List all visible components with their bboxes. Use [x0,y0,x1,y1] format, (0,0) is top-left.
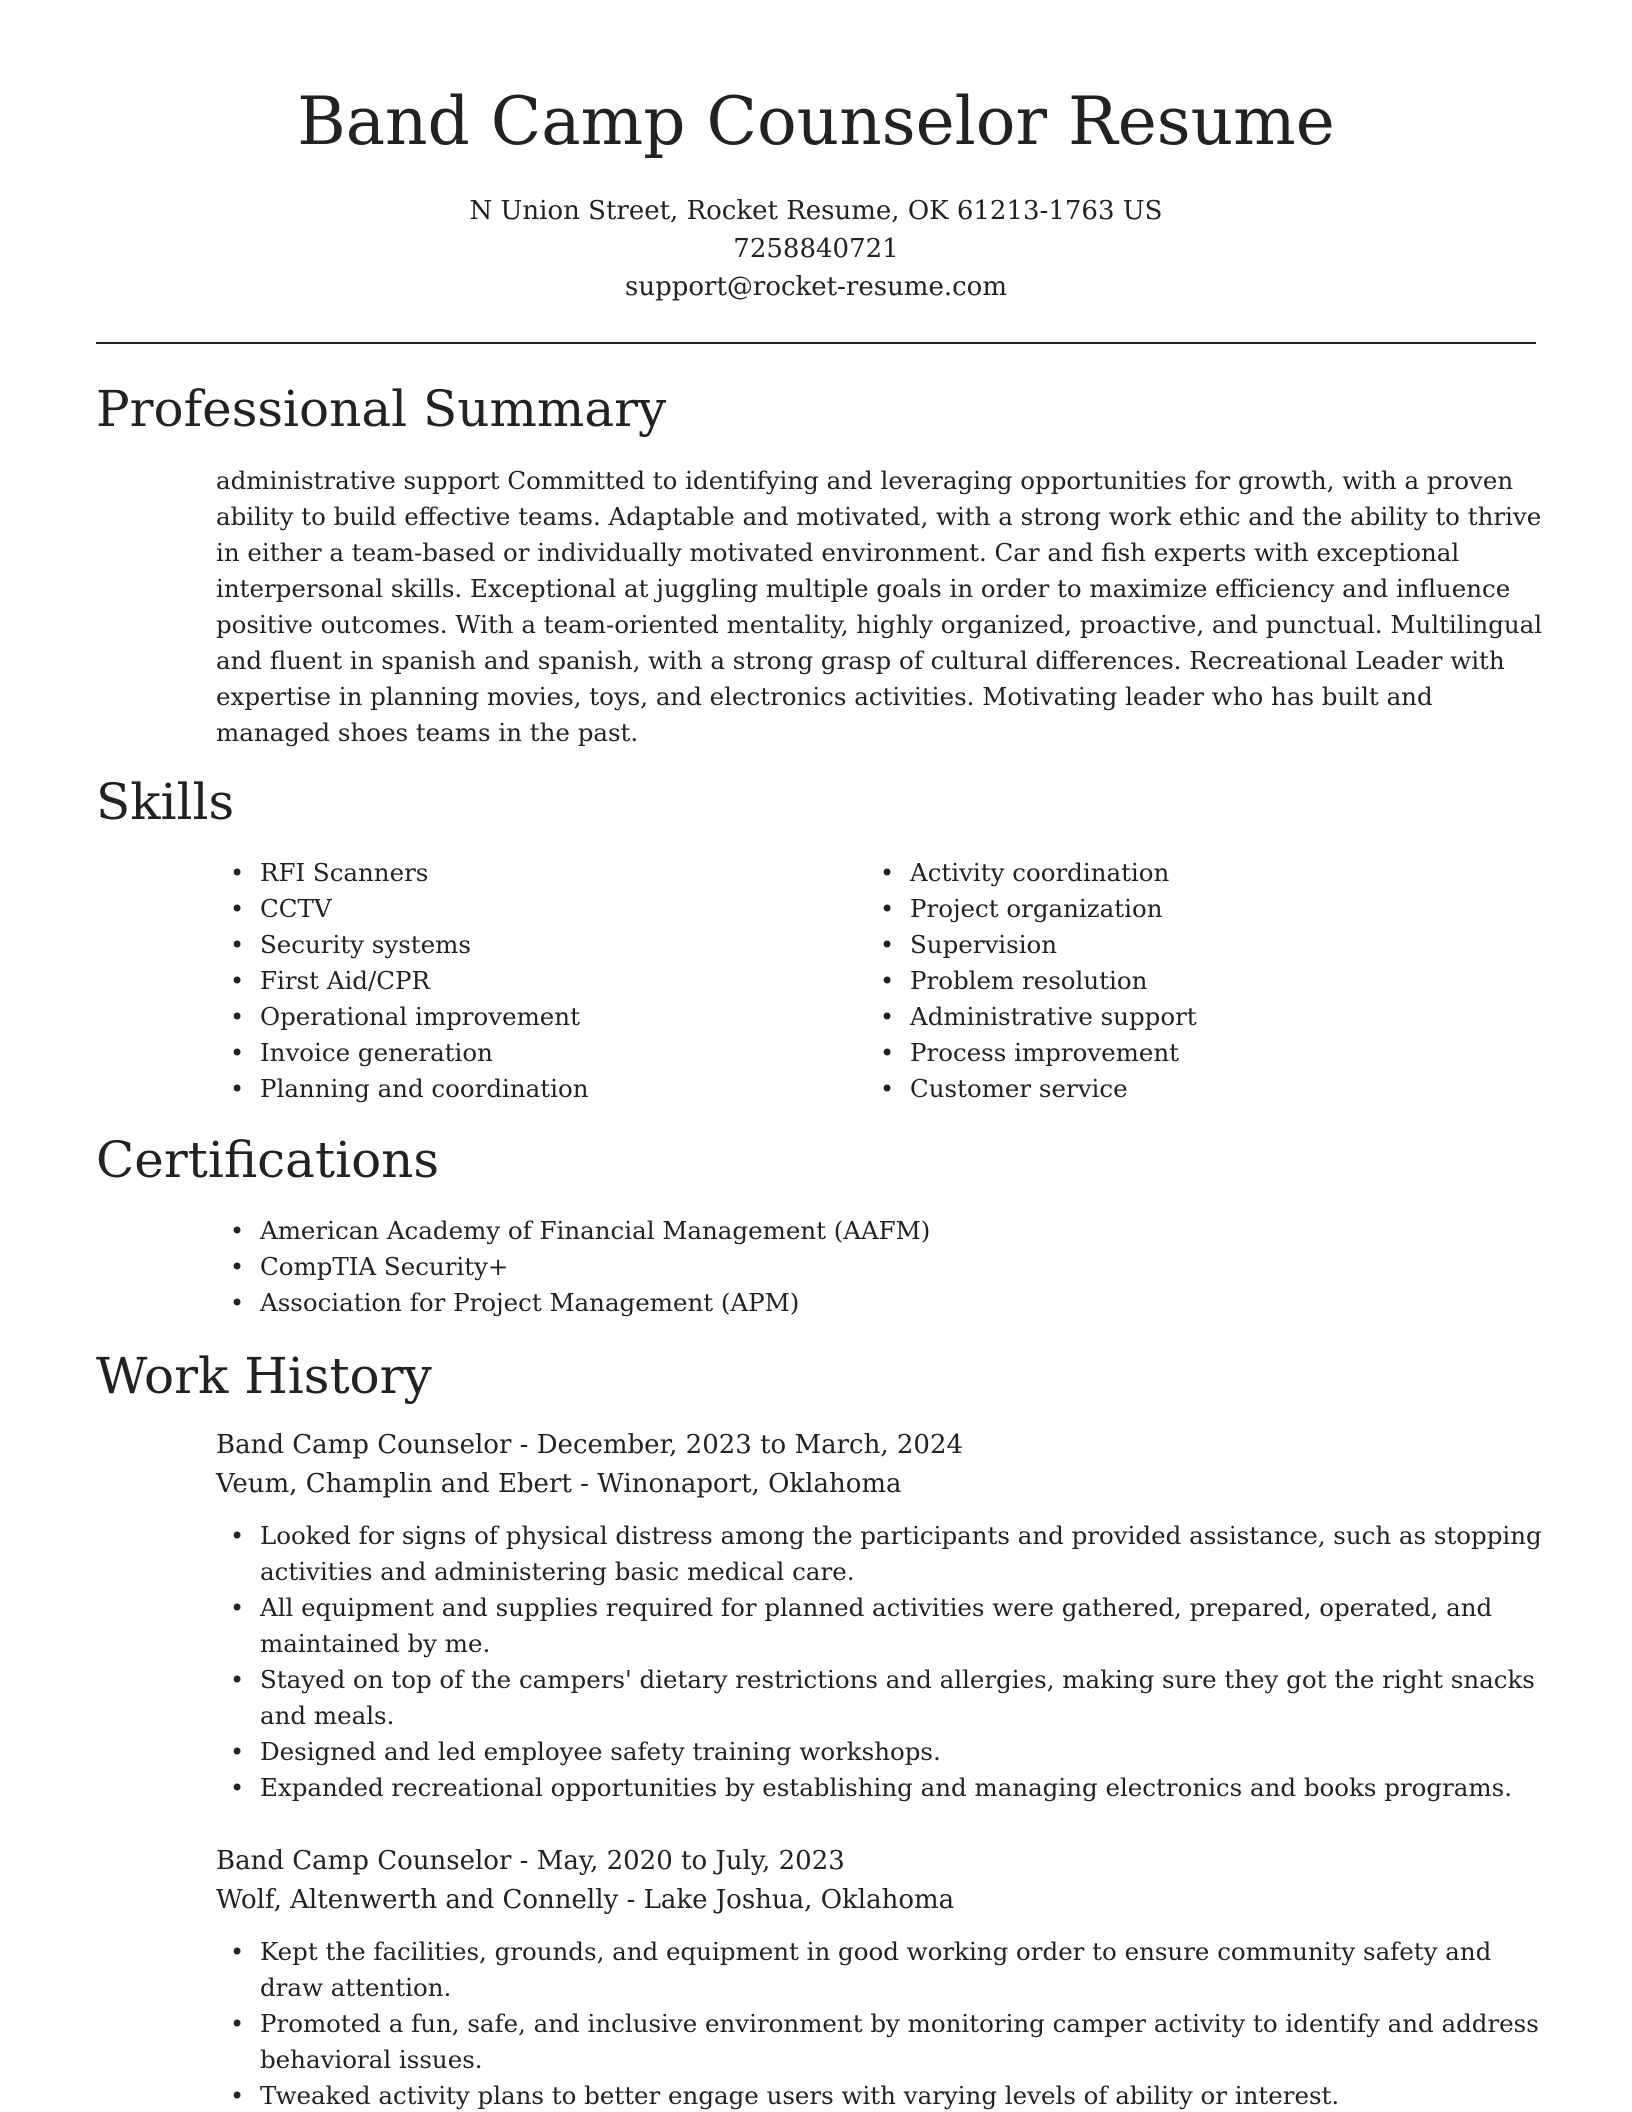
job-location: - Lake Joshua, Oklahoma [618,1885,955,1915]
email: support@rocket-resume.com [624,272,1007,302]
bullet-glyph: • [230,1666,245,1694]
skills-right-column [866,855,1466,1107]
job-bullet: • Expanded recreational opportunities by establishing and managing electronics and books programs. [216,1770,1546,1806]
skills-list-right [866,855,1466,1107]
bullet-glyph: • [880,859,895,887]
skill-item: • Security systems [216,927,816,963]
bullet-glyph: • [230,1075,245,1103]
bullet-glyph: • [230,859,245,887]
job-bullets [216,1518,1546,1806]
job-role: Band Camp Counselor [216,1430,512,1460]
job-entry [216,1842,1546,2112]
skill-item: • Problem resolution [866,963,1466,999]
skill-item: • First Aid/CPR [216,963,816,999]
job-bullet: • Designed and led employee safety training workshops. [216,1734,1546,1770]
bullet-glyph: • [230,1522,245,1550]
bullet-glyph: • [230,1774,245,1802]
resume-title: Band Camp Counselor Resume [297,83,1335,160]
work-history-heading: Work History [96,1347,432,1405]
job-bullet: • Kept the facilities, grounds, and equipment in good working order to ensure community safety and draw attention. [216,1934,1546,2006]
job-bullet: • Promoted a fun, safe, and inclusive environment by monitoring camper activity to identify and address behavioral issues. [216,2006,1546,2078]
bullet-glyph: • [230,1289,245,1317]
skill-item: • Invoice generation [216,1035,816,1071]
address: N Union Street, Rocket Resume, OK 61213-1763 US [469,196,1163,226]
job-company: Wolf, Altenwerth and Connelly [216,1885,619,1915]
skill-item: • Activity coordination [866,855,1466,891]
certifications-block [216,1213,1516,1321]
job-bullets [216,1934,1546,2112]
skill-item: • Planning and coordination [216,1071,816,1107]
job-bullet: • Looked for signs of physical distress among the participants and provided assistance, such as stopping activities and administering basic medical care. [216,1518,1546,1590]
bullet-glyph: • [230,2010,245,2038]
skill-item: • Project organization [866,891,1466,927]
certification-item: • Association for Project Management (APM) [216,1285,1516,1321]
skill-item: • Process improvement [866,1035,1466,1071]
bullet-glyph: • [230,1738,245,1766]
skills-left-column [216,855,816,1107]
skill-item: • Operational improvement [216,999,816,1035]
bullet-glyph: • [880,967,895,995]
bullet-glyph: • [230,967,245,995]
job-company-line [216,1465,1546,1504]
job-bullet: • Tweaked activity plans to better engage users with varying levels of ability or interest. [216,2078,1546,2112]
job-bullet: • All equipment and supplies required for planned activities were gathered, prepared, operated, and maintained by me. [216,1590,1546,1662]
bullet-glyph: • [230,2082,245,2110]
phone: 7258840721 [733,234,899,264]
bullet-glyph: • [880,1075,895,1103]
job-dates: - May, 2020 to July, 2023 [511,1846,845,1876]
job-company: Veum, Champlin and Ebert [216,1469,572,1499]
contact-block [0,192,1632,306]
certifications-heading: Certifications [96,1131,440,1189]
job-title-line [216,1842,1546,1881]
certification-item: • CompTIA Security+ [216,1249,1516,1285]
summary-heading: Professional Summary [96,380,667,438]
summary-text: administrative support Committed to identifying and leveraging opportunities for growth, with a proven ability to build effective teams. Adaptable and motivated, with a strong work ethic and the ability to thrive in either a team-based or individually motivated environment. Car and fish experts with exceptional interpersonal skills. Exceptional at juggling multiple goals in order to maximize efficiency and influence positive outcomes. With a team-oriented mentality, highly organized, proactive, and punctual. Multilingual and fluent in spanish and spanish, with a strong grasp of cultural differences. Recreational Leader with expertise in planning movies, toys, and electronics activities. Motivating leader who has built and managed shoes teams in the past. [216,466,1543,747]
job-company-line [216,1881,1546,1920]
job-location: - Winonaport, Oklahoma [571,1469,902,1499]
certification-item: • American Academy of Financial Management (AAFM) [216,1213,1516,1249]
bullet-glyph: • [880,1039,895,1067]
bullet-glyph: • [230,1217,245,1245]
bullet-glyph: • [230,1594,245,1622]
job-dates: - December, 2023 to March, 2024 [511,1430,964,1460]
bullet-glyph: • [880,1003,895,1031]
job-title-line [216,1426,1546,1465]
skill-item: • Customer service [866,1071,1466,1107]
skill-item: • Administrative support [866,999,1466,1035]
bullet-glyph: • [230,1938,245,1966]
bullet-glyph: • [230,1039,245,1067]
job-bullet: • Stayed on top of the campers' dietary restrictions and allergies, making sure they got the right snacks and meals. [216,1662,1546,1734]
skill-item: • Supervision [866,927,1466,963]
job-role: Band Camp Counselor [216,1846,512,1876]
bullet-glyph: • [230,931,245,959]
bullet-glyph: • [880,895,895,923]
header-divider [96,342,1536,344]
job-entry [216,1426,1546,1806]
bullet-glyph: • [230,1253,245,1281]
certifications-list [216,1213,1516,1321]
skills-list-left [216,855,816,1107]
bullet-glyph: • [880,931,895,959]
bullet-glyph: • [230,895,245,923]
skills-heading: Skills [96,773,235,831]
skill-item: • CCTV [216,891,816,927]
bullet-glyph: • [230,1003,245,1031]
skill-item: • RFI Scanners [216,855,816,891]
